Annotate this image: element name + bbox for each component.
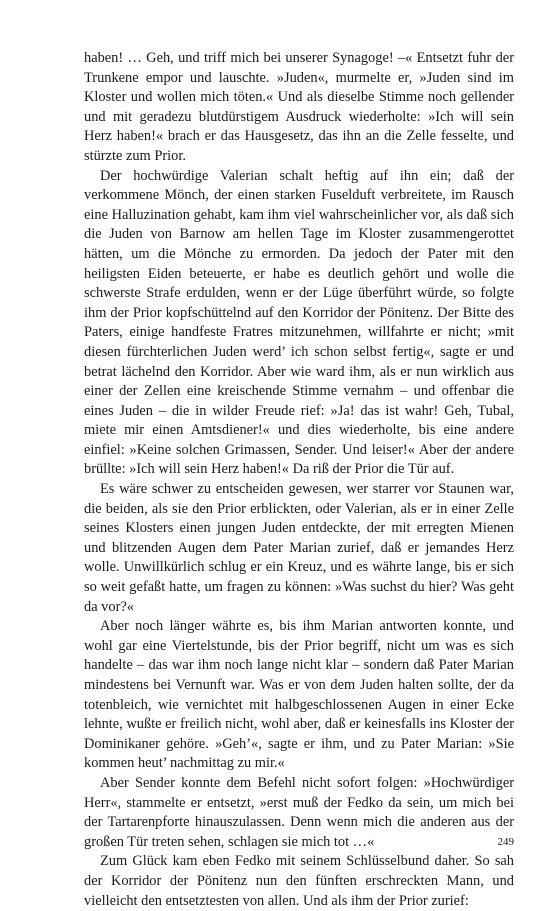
paragraph-2: Der hochwürdige Valerian schalt heftig auf ihn ein; daß der verkommene Mönch, der einen starken Fuselduft verbreitete, im Rausch eine Halluzination gehabt, kam ihm viel wahrscheinlicher vor, als daß sich die Juden von Barnow am hellen Tage im Kloster zusammengerottet hätten, um die Mönche zu ermorden. Da jedoch der Pater mit den heiligsten Eiden beteuerte, er habe es deutlich gehört und wolle die schwerste Strafe erdulden, wenn er der Lüge überführt würde, so folgte ihm der Prior kopfschüttelnd auf den Korridor der Pönitenz. Der Bitte des Paters, einige handfeste Fratres mitzunehmen, willfahrte er nicht; »mit diesen fürchterlichen Juden werd’ ich schon selbst fertig«, sagte er und betrat lächelnd den Korridor. Aber wie ward ihm, als er nun wirklich aus einer der Zellen eine kreischende Stimme vernahm – und offenbar die eines Juden – die in wilder Freude rief: »Ja! das ist wahr! Geh, Tubal, miete mir einen Amtsdiener!« und dies wiederholte, bis eine andere einfiel: »Keine solchen Grimassen, Sender. Und leiser!« Aber der andere brüllte: »Ich will sein Herz haben!« Da riß der Prior die Tür auf.: [84, 167, 514, 478]
paragraph-5: Aber Sender konnte dem Befehl nicht sofort folgen: »Hochwürdiger Herr«, stammelte er entsetzt, »erst muß der Fedko da sein, um mich bei der Tartarenpforte hinauszulassen. Denn wenn mich die anderen aus der großen Tür treten sehen, schlagen sie mich tot …«: [84, 774, 514, 850]
body-text: [84, 49, 514, 911]
page-number: 249: [497, 836, 514, 848]
paragraph-1: haben! … Geh, und triff mich bei unserer Synagoge! –« Entsetzt fuhr der Trunkene empor und lauschte. »Juden«, murmelte er, »Juden sind im Kloster und wollen mich töten.« Und als dieselbe Stimme noch gellender und mit geradezu blutdürstigem Ausdruck wiederholte: »Ich will sein Herz haben!« brach er das Hausgesetz, das ihn an die Zelle fesselte, und stürzte zum Prior.: [84, 50, 514, 164]
paragraph-6: Zum Glück kam eben Fedko mit seinem Schlüsselbund daher. So sah der Korridor der Pönitenz nun den fünften erschreckten Mann, und vielleicht den entsetztesten von allen. Und als ihm der Prior zurief:: [84, 853, 514, 909]
paragraph-3: Es wäre schwer zu entscheiden gewesen, wer starrer vor Staunen war, die beiden, als sie den Prior erblickten, oder Valerian, als er in einer Zelle seines Klosters einen jungen Juden entdeckte, der mit erregten Mienen und blitzenden Augen dem Pater Marian zurief, daß er jemandes Herz wolle. Unwillkürlich schlug er ein Kreuz, und es währte lange, bis er sich so weit gefaßt hatte, um fragen zu können: »Was suchst du hier? Was geht da vor?«: [84, 481, 514, 615]
paragraph-4: Aber noch länger währte es, bis ihm Marian antworten konnte, und wohl gar eine Viertelstunde, bis der Prior begriff, nicht um was es sich handelte – das war ihm noch lange nicht klar – sondern daß Pater Marian mindestens bei Vernunft war. Was er von dem Juden halten sollte, der da totenbleich, wie vernichtet mit halbgeschlossenen Augen in einer Ecke lehnte, wußte er freilich nicht, wohl aber, daß er keinesfalls ins Kloster der Dominikaner gehöre. »Geh’«, sagte er ihm, und zu Pater Marian: »Sie kommen heut’ nachmittag zu mir.«: [84, 618, 514, 772]
